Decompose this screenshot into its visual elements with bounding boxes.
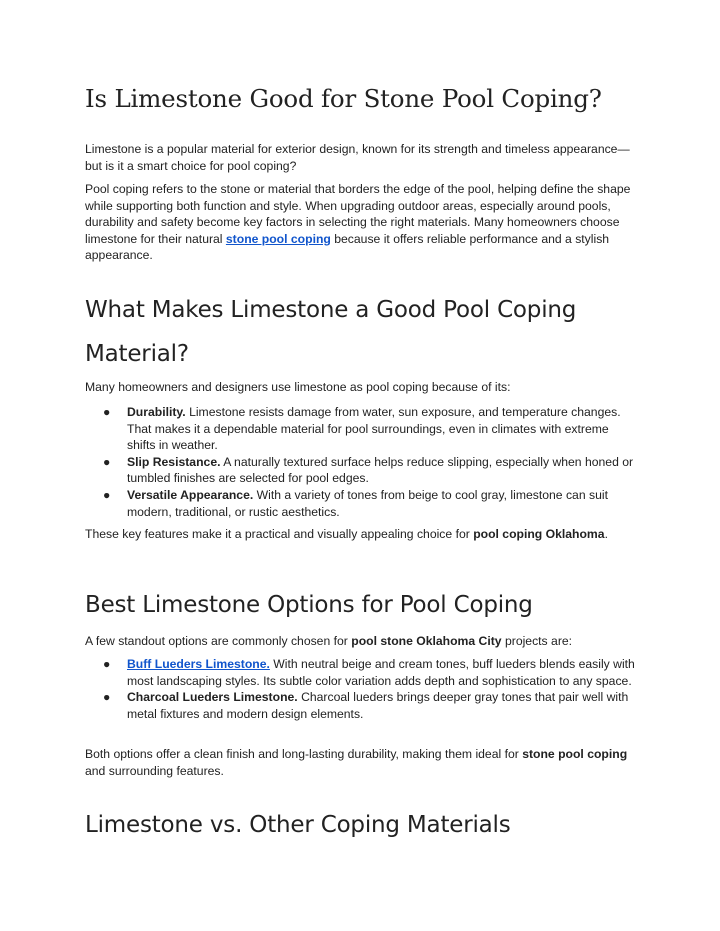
list-item-term: Versatile Appearance. (127, 487, 254, 502)
intro-text-after: because it offers reliable performance and a stylish appearance. (85, 231, 610, 263)
list-item-text: Charcoal lueders brings deeper gray tones that pair well with metal fixtures and modern design elements. (127, 690, 629, 721)
section2-bullet-list (85, 656, 635, 722)
bullet-icon: ● (103, 657, 111, 671)
list-item-text: Limestone resists damage from water, sun exposure, and temperature changes. That makes it a dependable material for pool surroundings, even in climates with extreme shifts in weather. (127, 405, 621, 453)
list-item-charcoal-lueders (85, 689, 635, 722)
closing-text-after: and surrounding features. (85, 763, 224, 778)
list-item-term: Charcoal Lueders Limestone. (127, 690, 298, 705)
list-item-text: A naturally textured surface helps reduce slipping, especially when honed or tumbled finishes are selected for pool edges. (127, 454, 634, 486)
list-item-term: Durability. (127, 405, 186, 419)
closing-bold-text: pool coping Oklahoma (473, 527, 605, 541)
buff-lueders-limestone-link[interactable]: Buff Lueders Limestone. (127, 657, 270, 671)
intro-paragraph-1: Limestone is a popular material for exterior design, known for its strength and timeless appearance—but is it a smart choice for pool coping? (85, 142, 630, 173)
intro-text-before: Pool coping refers to the stone or material that borders the edge of the pool, helping define the shape while supporting both function and style. When upgrading outdoor areas, especially around pools, durability and safety become key factors in selecting the right materials. Many homeowners choose limestone for their natural (85, 182, 631, 246)
list-item-term: Slip Resistance. (127, 454, 221, 469)
lead-bold-text: pool stone Oklahoma City (351, 634, 502, 648)
stone-pool-coping-link[interactable]: stone pool coping (225, 231, 331, 246)
lead-text-after: projects are: (501, 634, 573, 648)
section1-lead: Many homeowners and designers use limestone as pool coping because of its: (85, 380, 511, 394)
list-item-buff-lueders (85, 656, 635, 689)
list-item-slip-resistance (85, 454, 635, 487)
list-item-durability (85, 404, 635, 454)
section1-closing (85, 526, 635, 543)
closing-text-after: . (604, 527, 608, 541)
section1-bullet-list (85, 404, 635, 520)
page-title: Is Limestone Good for Stone Pool Coping? (85, 84, 602, 113)
list-item-text: With a variety of tones from beige to cool gray, limestone can suit modern, traditional, or rustic aesthetics. (127, 487, 608, 519)
section2-lead (85, 633, 635, 650)
closing-text-before: These key features make it a practical and visually appealing choice for (85, 527, 474, 541)
bullet-icon: ● (103, 405, 111, 419)
intro-paragraph-2 (85, 181, 635, 264)
section2-closing (85, 746, 635, 779)
bullet-icon: ● (103, 690, 111, 705)
bullet-icon: ● (103, 487, 111, 502)
closing-text-before: Both options offer a clean finish and long-lasting durability, making them ideal for (85, 747, 523, 761)
section-heading-best-limestone-options: Best Limestone Options for Pool Coping (85, 592, 533, 618)
lead-text-before: A few standout options are commonly chosen for (85, 634, 352, 648)
bullet-icon: ● (103, 454, 111, 469)
closing-bold-text: stone pool coping (522, 747, 628, 761)
list-item-text: With neutral beige and cream tones, buff lueders blends easily with most landscaping styles. Its subtle color variation adds depth and sophistication to any space. (127, 657, 635, 688)
section-heading-what-makes-limestone: What Makes Limestone a Good Pool Coping Material? (85, 297, 577, 367)
section-heading-limestone-vs-other: Limestone vs. Other Coping Materials (85, 812, 511, 838)
list-item-versatile-appearance (85, 487, 635, 520)
